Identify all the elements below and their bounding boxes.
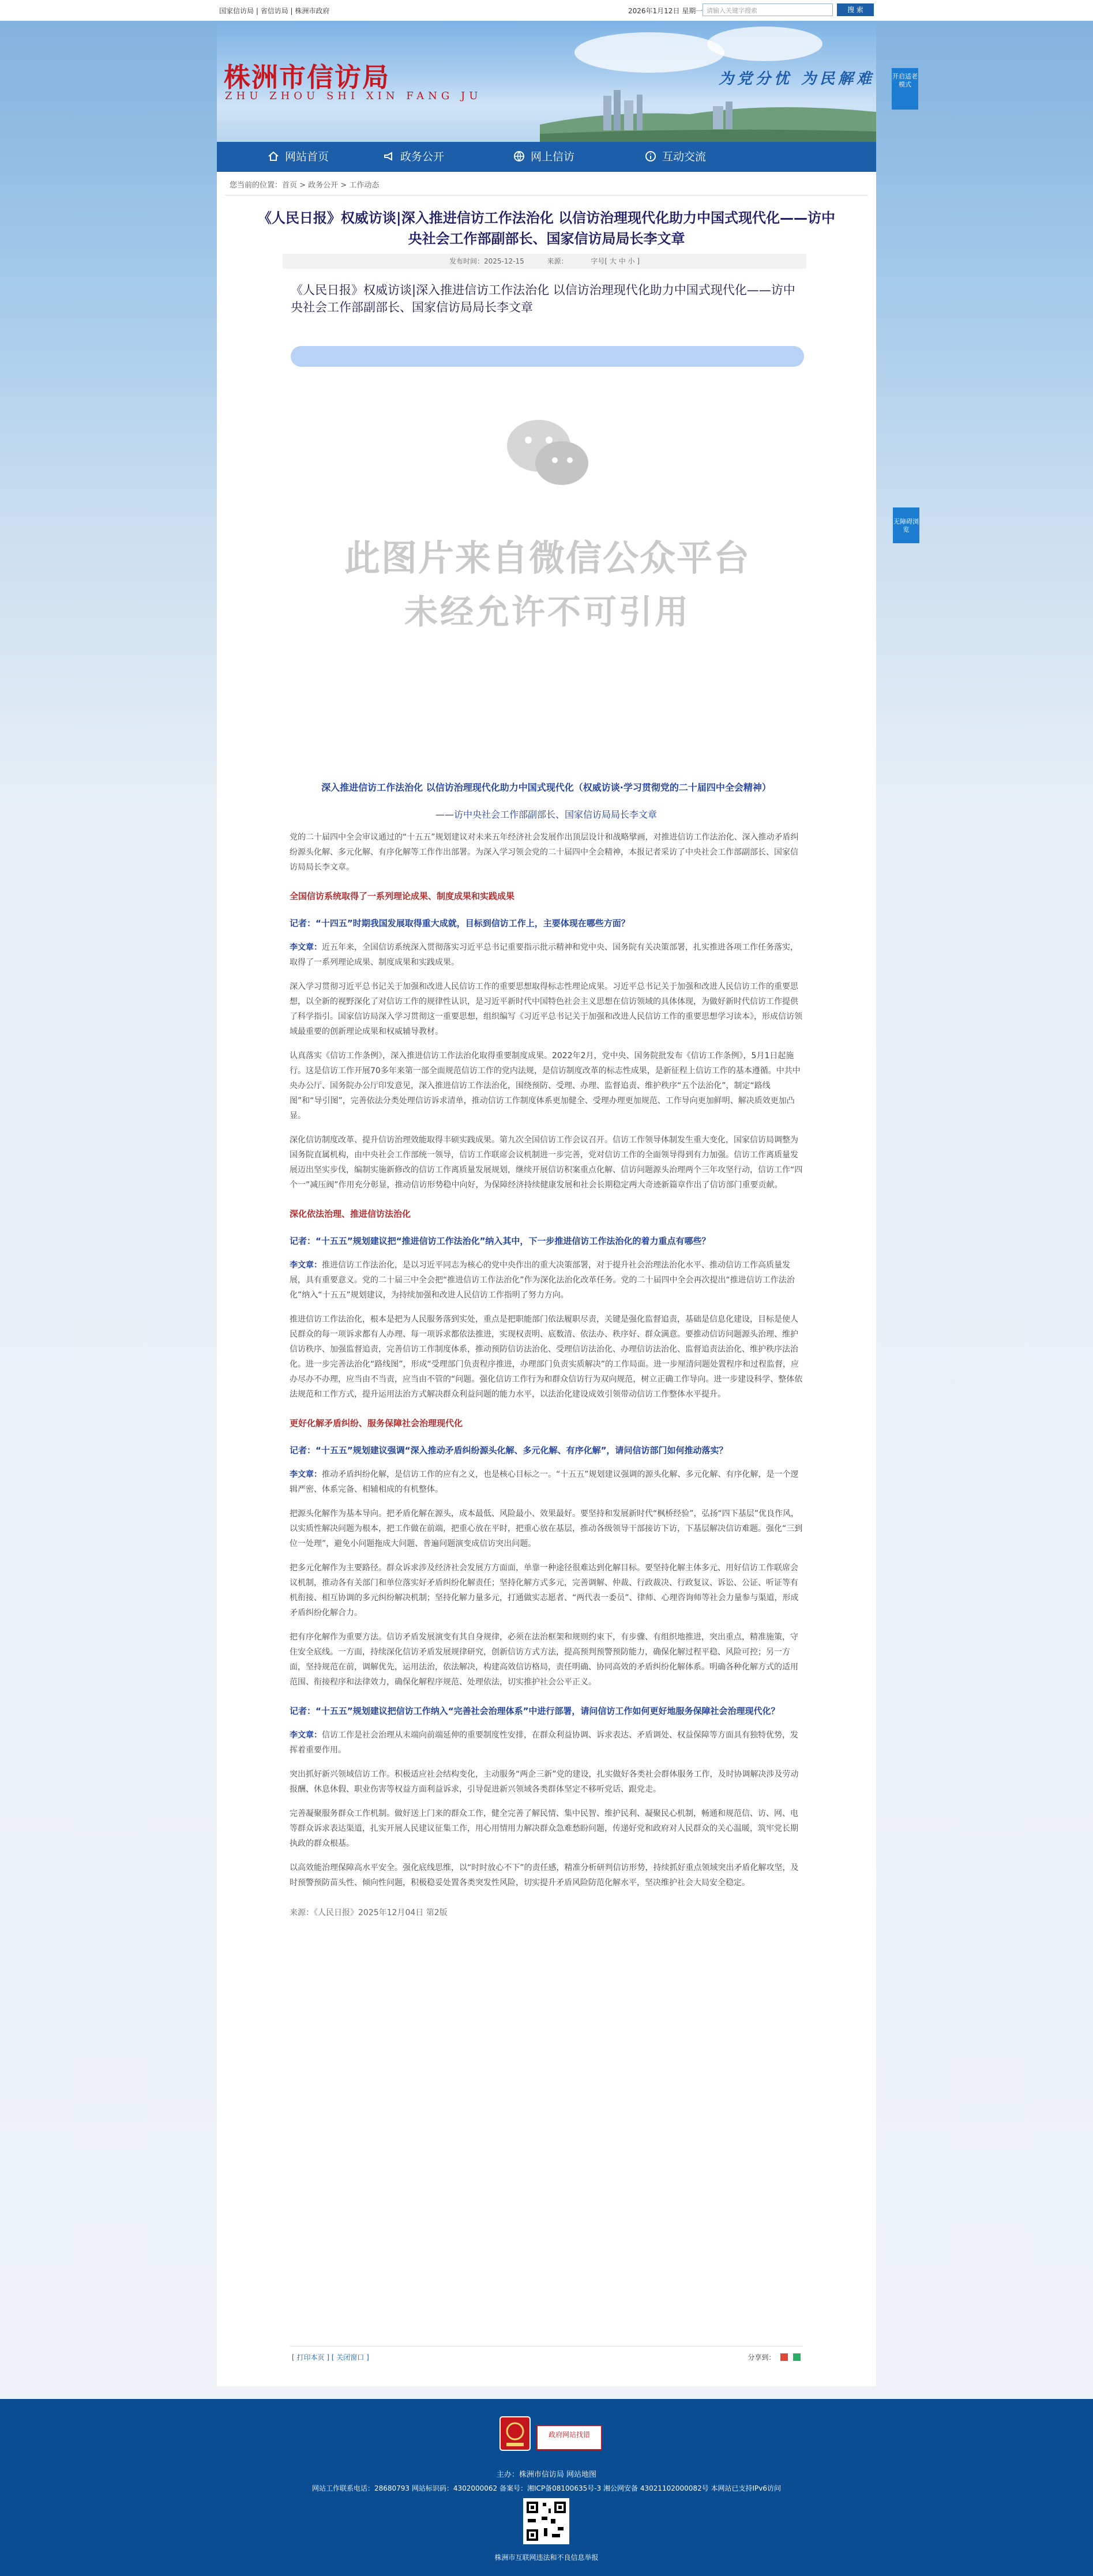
link-city-gov[interactable]: 株洲市政府 (295, 7, 330, 15)
paragraph: 以高效能治理保障高水平安全。强化底线思维，以“时时放心不下”的责任感，精准分析研判信访形势，持续抓好重点领域突出矛盾化解攻坚，及时预警预防苗头性、倾向性问题，积极稳妥处置各类突发性风险，切实提升矛盾风险防范化解水平，坚决维护社会大局安全稳定。 (290, 1863, 799, 1887)
question: 记者：“十四五”时期我国发展取得重大成就，目标到信访工作上，主要体现在哪些方面？ (290, 918, 630, 928)
answer-paragraph (290, 1728, 803, 1758)
article-tools (290, 2346, 803, 2367)
speaker-label: 李文章： (290, 943, 322, 952)
speaker-label: 李文章： (290, 1470, 322, 1479)
nav-label: 互动交流 (662, 151, 707, 163)
article-body (290, 780, 803, 1918)
paragraph: 把有序化解作为重要方法。信访矛盾发展演变有其自身规律，必须在法治框架和规则约束下，有步骤、有组织地推进，突出重点，精准施策，守住安全底线。一方面，持续深化信访矛盾发展规律研究，创新信访方式方法，提高预判预警预防能力，确保化解过程平稳、风险可控；另一方面，坚持规范在前，调解优先，运用法治，依法解决，构建高效信访格局，责任明确、协同高效的矛盾纠纷化解体系。明确各种化解方式的适用范围、衔接程序和法律效力，确保化解程序规范、处理依法，切实推护社会公平正义。 (290, 1633, 798, 1687)
paragraph: 完善凝聚服务群众工作机制。做好送上门来的群众工作，健全完善了解民情、集中民智、维护民利、凝聚民心机制，畅通和规范信、访、网、电等群众诉求表达渠道，扎实开展人民建议征集工作，用心用情用力解决群众急难愁盼问题，传递好党和政府对人民群众的关心温暖，筑牢党长期执政的群众根基。 (290, 1809, 798, 1848)
answer-text: 近五年来，全国信访系统深入贯彻落实习近平总书记重要指示批示精神和党中央、国务院有关决策部署，扎实推进各项工作任务落实，取得了一系列理论成果、制度成果和实践成果。 (290, 943, 798, 967)
link-provincial[interactable]: 省信访局 (260, 7, 288, 15)
qr-code-icon (523, 2498, 569, 2544)
cloud-decoration (707, 27, 822, 61)
paragraph: 推进信访工作法治化，根本是把为人民服务落到实处，重点是把职能部门依法履职尽责，关键是强化监督追责，基础是信息化建设，目标是使人民群众的每一项诉求都有人办理、每一项诉求都依法推进，实现权责明、底数清、依法办、秩序好、群众满意。要推动信访问题源头治理、维护信访秩序、加强监督追责，完善信访工作制度体系，推动预防信访法治化、受理信访法治化、办理信访法治化、监督追责法治化、维护秩序法治化。进一步完善法治化“路线图”，形成“受理部门负责程序推进，办理部门负责实质解决”的工作局面。进一步厘清问题处置程序和过程监督，应办尽办不办理，应当由不当责，应当由不管的“问题。强化信访工作行为和群众信访行为双向规范，树立正确工作导向。进一步建设科学、整体依法规范和工作方式，提升运用法治方式解决群众利益问题的能力水平，以法治化建设成效引领带动信访工作整体水平提升。 (290, 1315, 803, 1399)
weibo-share-icon[interactable] (780, 2353, 788, 2361)
current-date: 2026年1月12日 星期一 (628, 7, 703, 15)
search-button[interactable]: 搜 索 (837, 3, 874, 16)
print-close-links[interactable]: [ 打印本页 ] [ 关闭窗口 ] (292, 2353, 369, 2361)
wechat-icon (504, 414, 591, 489)
font-size-switch[interactable]: 字号[ 大 中 小 ] (591, 257, 640, 265)
search-input[interactable]: 请输入关键字搜索 (703, 3, 833, 16)
answer-paragraph (290, 1258, 803, 1303)
share-label: 分享到： (748, 2353, 776, 2361)
elder-mode-button[interactable]: 开启适老模式 (892, 68, 918, 110)
nav-item-online-petition[interactable] (513, 142, 574, 172)
paragraph: 深化信访制度改革、提升信访治理效能取得丰硕实践成果。第九次全国信访工作会议召开。信访工作领导体制发生重大变化，国家信访局调整为国务院直属机构，由中央社会工作部统一领导，信访工作联席会议机制进一步完善，党对信访工作的全面领导得到有力加强。信访工作离质量发展迈出坚实步伐，编制实施新修改的信访工作离质量发展规划，继续开展信访积案重点化解、信访问题源头治理两个三年攻坚行动，信访工作“四个一”减压阀”作用充分彰显，推动信访形势稳中向好，为保障经济持续健康发展和社会长期稳定两大奇迹新篇章作出了信访部门重要贡献。 (290, 1135, 803, 1190)
section-heading: 更好化解矛盾纠纷、服务保障社会治理现代化 (290, 1418, 463, 1428)
article-source: 来源：《人民日报》2025年12月04日 第2版 (290, 1908, 448, 1917)
speaker-label: 李文章： (290, 1261, 322, 1270)
megaphone-icon (383, 151, 395, 162)
site-banner (217, 21, 876, 142)
question: 记者：“十五五”规划建议强调“深入推动矛盾纠纷源头化解、多元化解、有序化解”，请问信访部门如何推动落实？ (290, 1445, 728, 1456)
share-bar (748, 2352, 801, 2362)
answer-text: 推进信访工作法治化，是以习近平同志为核心的党中央作出的重大决策部署，对于提升社会治理法治化水平、推动信访工作高质量发展，具有重要意义。党的二十届三中全会把“推进信访工作法治化”作为深化法治化改革任务。党的二十届四中全会再次提出“推进信访工作法治化”纳入“十五五”规划建议，为持续加强和改进人民信访工作指明了努力方向。 (290, 1261, 795, 1300)
paragraph: 深入学习贯彻习近平总书记关于加强和改进人民信访工作的重要思想取得标志性理论成果。习近平总书记关于加强和改进人民信访工作的重要思想，以全新的视野深化了对信访工作的规律性认识，是习近平新时代中国特色社会主义思想在信访领域的具体体现，为做好新时代信访工作提供了科学指引。国家信访局深入学习贯彻这一重要思想，组织编写《习近平总书记关于加强和改进人民信访工作的重要思想学习读本》，形成信访领域最重要的创新理论成果和权威辅导教材。 (290, 982, 802, 1036)
site-title: 株洲市信访局 (224, 62, 390, 93)
question: 记者：“十五五”规划建议把信访工作纳入“完善社会治理体系”中进行部署，请问信访工作如何更好地服务保障社会治理现代化？ (290, 1706, 780, 1716)
page-title: 《人民日报》权威访谈|深入推进信访工作法治化 以信访治理现代化助力中国式现代化——访中央社会工作部副部长、国家信访局局长李文章 (257, 210, 836, 247)
main-content (217, 172, 876, 2386)
article-lead: 《人民日报》权威访谈|深入推进信访工作法治化 以信访治理现代化助力中国式现代化——访中央社会工作部副部长、国家信访局局长李文章 (291, 283, 795, 314)
error-report-label: 政府网站找错 (548, 2431, 590, 2439)
audio-player-bar[interactable] (291, 346, 804, 367)
paragraph: 把多元化解作为主要路径。群众诉求涉及经济社会发展方方面面，单靠一种途径很难达到化解目标。要坚持化解主体多元、用好信访工作联席会议机制，推动各有关部门和单位落实好矛盾纠纷化解责任；坚持化解方式多元，完善调解、仲裁、行政裁决、行政复议、诉讼、公证、听证等有机衔接、相互协调的多元纠纷解决机制；坚持化解力量多元，打通做实志愿者、“两代表一委员”、律师、心理咨询师等社会力量参与渠道，形成矛盾纠纷化解合力。 (290, 1563, 799, 1618)
main-nav (217, 142, 876, 172)
footer-sponsor: 主办：株洲市信访局 网站地图 (496, 2470, 597, 2479)
accessibility-button[interactable]: 无障碍浏览 (893, 507, 919, 543)
wechat-notice-line1: 此图片来自微信公众平台 (344, 537, 750, 579)
cloud-decoration (574, 32, 724, 73)
publish-date: 发布时间：2025-12-15 (449, 257, 524, 265)
footer-contact: 网站工作联系电话：28680793 网站标识码：4302000062 备案号：湘ICP备08100635号-3 湘公网安备 43021102000082号 本网站已支持IPv6访问 (311, 2484, 782, 2492)
answer-text: 推动矛盾纠纷化解，是信访工作的应有之义，也是核心目标之一。“十五五”规划建议强调的源头化解、多元化解、有序化解，是一个逻辑严密、体系完备、相辅相成的有机整体。 (290, 1470, 799, 1494)
link-national[interactable]: 国家信访局 (219, 7, 254, 15)
top-links: 国家信访局 | 省信访局 | 株洲市政府 (219, 7, 330, 15)
nav-item-interaction[interactable] (645, 142, 706, 172)
home-icon (268, 151, 279, 162)
paragraph: 认真落实《信访工作条例》，深入推进信访工作法治化取得重要制度成果。2022年2月，党中央、国务院批发布《信访工作条例》，5月1日起施行。这是信访工作开展70多年来第一部全面规范信访工作的党内法规，是信访制度改革的标志性成果，是新征程上信访工作的基本遵循。中共中央办公厅、国务院办公厅印发意见，深入推进信访工作法治化，围绕预防、受理、办理、监督追责、维护秩序“五个法治化”，制定“路线图”和“导引图”，完善依法分类处理信访诉求清单，推动信访工作制度体系更加健全、受理办理更加规范、工作导向更加鲜明、解决质效更加凸显。 (290, 1051, 801, 1120)
wechat-notice-line2: 未经允许不可引用 (404, 592, 690, 631)
gov-site-error-report-logo[interactable] (536, 2425, 602, 2450)
paragraph: 把源头化解作为基本导向。把矛盾化解在源头，成本最低、风险最小、效果最好。要坚持和发展新时代“枫桥经验”，弘扬“四下基层”优良作风，以实质性解决问题为根本，把工作做在前端，把重心放在平时，把重心放在基层，推动各级领导干部接访下访，下基层解决信访难题。强化“三到位一处理”，避免小问题拖成大问题、普遍问题演变成信访突出问题。 (290, 1509, 803, 1548)
paragraph: 突出抓好新兴领域信访工作。积极适应社会结构变化，主动服务“两企三新”党的建设，扎实做好各类社会群体服务工作，及时协调解决涉及劳动报酬、休息休假、职业伤害等权益方面利益诉求，引导促进新兴领域各类群体坚定不移听党话、跟党走。 (290, 1770, 799, 1794)
site-slogan: 为党分忧 为民解难 (719, 70, 876, 88)
wechat-share-icon[interactable] (793, 2353, 801, 2361)
article-byline: ——访中央社会工作部副部长、国家信访局局长李文章 (435, 809, 657, 820)
article-source-label: 来源： (547, 257, 568, 265)
party-emblem-icon (499, 2416, 531, 2451)
article-meta (283, 254, 806, 269)
globe-icon (513, 151, 525, 162)
footer-report[interactable]: 株洲市互联网违法和不良信息举报 (494, 2554, 599, 2562)
speaker-label: 李文章： (290, 1731, 322, 1740)
answer-text: 信访工作是社会治理从末端向前端延伸的重要制度性安排，在群众利益协调、诉求表达、矛盾调处、权益保障等方面具有独特优势，发挥着重要作用。 (290, 1731, 798, 1755)
info-icon (645, 151, 656, 162)
article-subtitle: 深入推进信访工作法治化 以信访治理现代化助力中国式现代化（权威访谈·学习贯彻党的二十届四中全会精神） (321, 782, 771, 793)
nav-item-public[interactable] (383, 142, 444, 172)
wechat-placeholder-image (291, 414, 804, 743)
nav-label: 政务公开 (400, 151, 445, 163)
paragraph: 党的二十届四中全会审议通过的“十五五”规划建议对未来五年经济社会发展作出顶层设计和战略擘画，对推进信访工作法治化、深入推动矛盾纠纷源头化解、多元化解、有序化解等工作作出部署。为深入学习领会党的二十届四中全会精神，本报记者采访了中央社会工作部副部长、国家信访局局长李文章。 (290, 833, 799, 872)
site-subtitle: ZHU ZHOU SHI XIN FANG JU (225, 90, 482, 102)
nav-item-home[interactable] (268, 142, 329, 172)
nav-label: 网站首页 (285, 151, 329, 163)
section-heading: 深化依法治理、推进信访法治化 (290, 1209, 411, 1219)
section-heading: 全国信访系统取得了一系列理论成果、制度成果和实践成果 (290, 891, 515, 901)
answer-paragraph (290, 940, 803, 970)
site-footer (0, 2399, 1093, 2576)
top-bar (0, 0, 1093, 21)
nav-label: 网上信访 (531, 151, 575, 163)
question: 记者：“十五五”规划建议把“推进信访工作法治化”纳入其中，下一步推进信访工作法治化的着力重点有哪些？ (290, 1236, 711, 1246)
answer-paragraph (290, 1467, 803, 1497)
breadcrumb: 您当前的位置：首页 > 政务公开 > 工作动态 (230, 181, 380, 190)
